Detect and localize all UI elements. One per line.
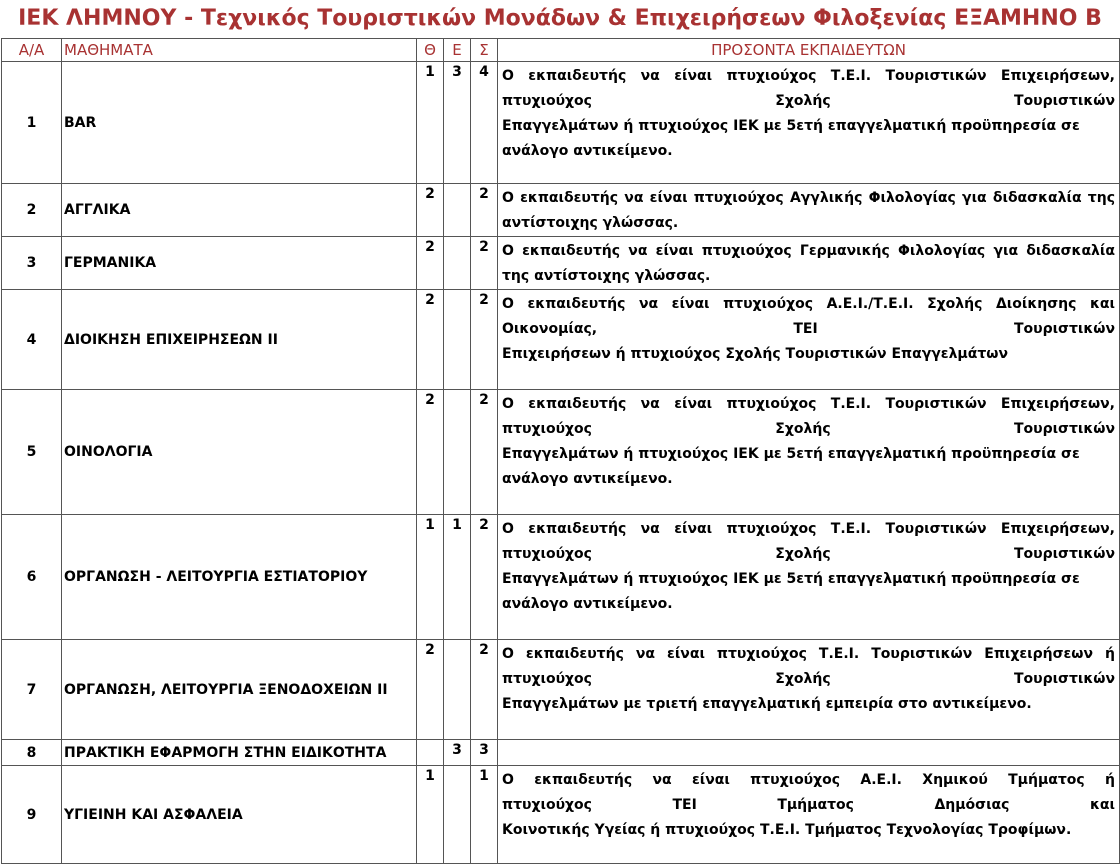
qualification-line: Επαγγελμάτων με τριετή επαγγελματική εμπειρία στο αντικείμενο. [502, 696, 1032, 712]
theory-hours: 2 [417, 237, 444, 290]
lab-hours [444, 640, 471, 740]
theory-hours: 1 [417, 766, 444, 864]
qualification-line: Ο εκπαιδευτής να είναι πτυχιούχος Τ.Ε.Ι. Τουριστικών Επιχειρήσεων, [502, 396, 1115, 412]
lab-hours [444, 184, 471, 237]
header-lab: Ε [444, 39, 471, 62]
header-aa: Α/Α [2, 39, 62, 62]
subject-name: ΑΓΓΛΙΚΑ [62, 184, 417, 237]
qualification-line: Ο εκπαιδευτής να είναι πτυχιούχος Τ.Ε.Ι. Τουριστικών Επιχειρήσεων ή [502, 646, 1115, 662]
row-number: 5 [2, 390, 62, 515]
subject-name: BAR [62, 62, 417, 184]
header-theory: Θ [417, 39, 444, 62]
qualification-line: Ο εκπαιδευτής να είναι πτυχιούχος Τ.Ε.Ι. Τουριστικών Επιχειρήσεων, [502, 521, 1115, 537]
qualification-line: Οικονομίας, ΤΕΙ Τουριστικών [502, 321, 1115, 337]
qualification-line: πτυχιούχος Σχολής Τουριστικών [502, 93, 1115, 109]
lab-hours [444, 237, 471, 290]
qualification-line: Επιχειρήσεων ή πτυχιούχος Σχολής Τουριστικών Επαγγελμάτων [502, 346, 1008, 362]
table-row [2, 766, 1120, 864]
subject-name: ΟΡΓΑΝΩΣΗ - ΛΕΙΤΟΥΡΓΙΑ ΕΣΤΙΑΤΟΡΙΟΥ [62, 515, 417, 640]
qualifications-cell [498, 766, 1120, 864]
table-row [2, 237, 1120, 290]
qualification-line: Ο εκπαιδευτής να είναι πτυχιούχος Α.Ε.Ι./Τ.Ε.Ι. Σχολής Διοίκησης και [502, 296, 1115, 312]
qualification-line: ανάλογο αντικείμενο. [502, 143, 673, 159]
qualification-line: Κοινοτικής Υγείας ή πτυχιούχος Τ.Ε.Ι. Τμήματος Τεχνολογίας Τροφίμων. [502, 822, 1072, 838]
qualification-line: Επαγγελμάτων ή πτυχιούχος ΙΕΚ με 5ετή επαγγελματική προϋπηρεσία σε [502, 118, 1080, 134]
subject-name: ΓΕΡΜΑΝΙΚΑ [62, 237, 417, 290]
total-hours: 4 [471, 62, 498, 184]
table-body [2, 62, 1120, 864]
qualifications-cell [498, 237, 1120, 290]
total-hours: 3 [471, 740, 498, 766]
total-hours: 2 [471, 515, 498, 640]
theory-hours: 2 [417, 184, 444, 237]
header-total: Σ [471, 39, 498, 62]
qualification-line: αντίστοιχης γλώσσας. [502, 215, 679, 231]
row-number: 9 [2, 766, 62, 864]
qualification-line: Ο εκπαιδευτής να είναι πτυχιούχος Τ.Ε.Ι. Τουριστικών Επιχειρήσεων, [502, 68, 1115, 84]
theory-hours: 2 [417, 640, 444, 740]
table-row [2, 184, 1120, 237]
lab-hours [444, 390, 471, 515]
subject-name: ΟΡΓΑΝΩΣΗ, ΛΕΙΤΟΥΡΓΙΑ ΞΕΝΟΔΟΧΕΙΩΝ ΙΙ [62, 640, 417, 740]
header-qualifications: ΠΡΟΣΟΝΤΑ ΕΚΠΑΙΔΕΥΤΩΝ [498, 39, 1120, 62]
table-row [2, 515, 1120, 640]
table-row [2, 62, 1120, 184]
qualification-line: ανάλογο αντικείμενο. [502, 471, 673, 487]
table-header-row [2, 39, 1120, 62]
qualifications-cell [498, 640, 1120, 740]
qualifications-cell [498, 740, 1120, 766]
theory-hours [417, 740, 444, 766]
row-number: 7 [2, 640, 62, 740]
theory-hours: 1 [417, 62, 444, 184]
qualification-line: πτυχιούχος Σχολής Τουριστικών [502, 671, 1115, 687]
qualification-line: πτυχιούχος Σχολής Τουριστικών [502, 546, 1115, 562]
header-subject: ΜΑΘΗΜΑΤΑ [62, 39, 417, 62]
qualification-line: Επαγγελμάτων ή πτυχιούχος ΙΕΚ με 5ετή επαγγελματική προϋπηρεσία σε [502, 571, 1080, 587]
theory-hours: 2 [417, 290, 444, 390]
lab-hours: 3 [444, 62, 471, 184]
table-row [2, 740, 1120, 766]
table-row [2, 290, 1120, 390]
table-row [2, 390, 1120, 515]
total-hours: 2 [471, 184, 498, 237]
qualification-line: πτυχιούχος ΤΕΙ Τμήματος Δημόσιας και [502, 797, 1115, 813]
qualifications-cell [498, 290, 1120, 390]
lab-hours [444, 290, 471, 390]
qualifications-cell [498, 62, 1120, 184]
theory-hours: 1 [417, 515, 444, 640]
total-hours: 1 [471, 766, 498, 864]
subject-name: ΥΓΙΕΙΝΗ ΚΑΙ ΑΣΦΑΛΕΙΑ [62, 766, 417, 864]
lab-hours: 1 [444, 515, 471, 640]
table-row [2, 640, 1120, 740]
curriculum-table [1, 38, 1120, 864]
subject-name: ΟΙΝΟΛΟΓΙΑ [62, 390, 417, 515]
total-hours: 2 [471, 237, 498, 290]
total-hours: 2 [471, 640, 498, 740]
theory-hours: 2 [417, 390, 444, 515]
subject-name: ΔΙΟΙΚΗΣΗ ΕΠΙΧΕΙΡΗΣΕΩΝ ΙΙ [62, 290, 417, 390]
qualification-line: πτυχιούχος Σχολής Τουριστικών [502, 421, 1115, 437]
qualifications-cell [498, 515, 1120, 640]
qualification-line: Ο εκπαιδευτής να είναι πτυχιούχος Αγγλικής Φιλολογίας για διδασκαλία της [502, 190, 1115, 206]
qualification-line: Ο εκπαιδευτής να είναι πτυχιούχος Γερμανικής Φιλολογίας για διδασκαλία [502, 243, 1115, 259]
total-hours: 2 [471, 290, 498, 390]
row-number: 6 [2, 515, 62, 640]
qualifications-cell [498, 184, 1120, 237]
qualification-line: Επαγγελμάτων ή πτυχιούχος ΙΕΚ με 5ετή επαγγελματική προϋπηρεσία σε [502, 446, 1080, 462]
row-number: 1 [2, 62, 62, 184]
lab-hours: 3 [444, 740, 471, 766]
row-number: 4 [2, 290, 62, 390]
row-number: 8 [2, 740, 62, 766]
total-hours: 2 [471, 390, 498, 515]
row-number: 3 [2, 237, 62, 290]
subject-name: ΠΡΑΚΤΙΚΗ ΕΦΑΡΜΟΓΗ ΣΤΗΝ ΕΙΔΙΚΟΤΗΤΑ [62, 740, 417, 766]
row-number: 2 [2, 184, 62, 237]
lab-hours [444, 766, 471, 864]
qualification-line: Ο εκπαιδευτής να είναι πτυχιούχος Α.Ε.Ι. Χημικού Τμήματος ή [502, 772, 1115, 788]
qualification-line: της αντίστοιχης γλώσσας. [502, 268, 711, 284]
qualification-line: ανάλογο αντικείμενο. [502, 596, 673, 612]
qualifications-cell [498, 390, 1120, 515]
document-title: ΙΕΚ ΛΗΜΝΟΥ - Τεχνικός Τουριστικών Μονάδων & Επιχειρήσεων Φιλοξενίας ΕΞΑΜΗΝΟ Β [18, 6, 1102, 31]
